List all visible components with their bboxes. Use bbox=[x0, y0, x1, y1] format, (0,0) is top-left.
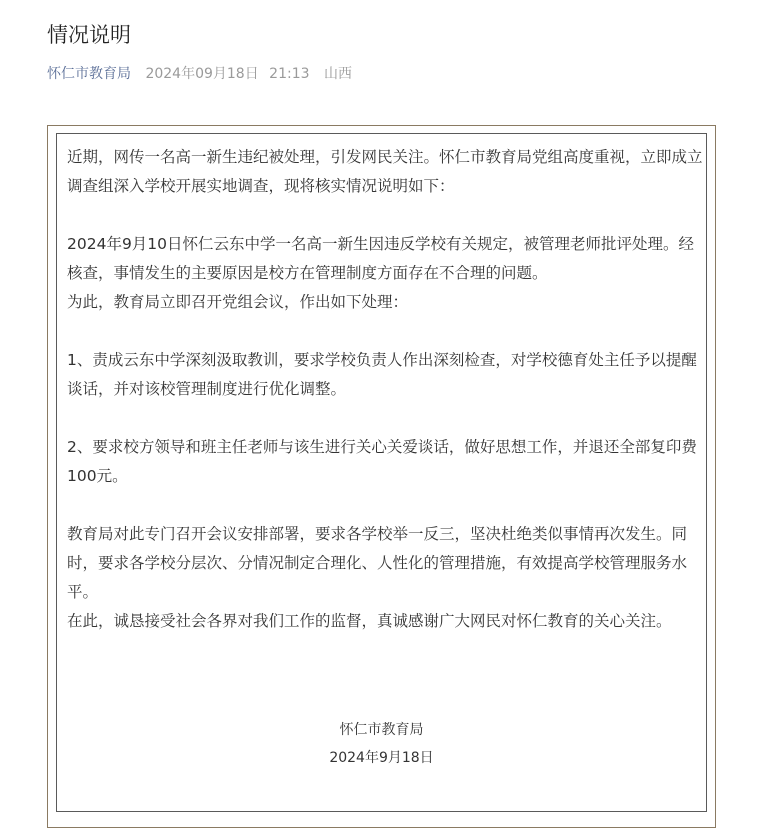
article-meta bbox=[47, 64, 352, 84]
paragraph-intro: 近期，网传一名高一新生违纪被处理，引发网民关注。怀仁市教育局党组高度重视，立即成立调查组深入学校开展实地调查，现将核实情况说明如下： bbox=[67, 148, 703, 195]
paragraph-spacer bbox=[67, 404, 707, 433]
publish-date: 2024年09月18日 bbox=[145, 66, 259, 82]
account-name-link[interactable]: 怀仁市教育局 bbox=[47, 66, 131, 82]
notice-body bbox=[67, 143, 707, 636]
signature-date: 2024年9月18日 bbox=[329, 750, 434, 766]
paragraph-finding-1: 2024年9月10日怀仁云东中学一名高一新生因违反学校有关规定，被管理老师批评处理。经核查，事情发生的主要原因是校方在管理制度方面存在不合理的问题。 bbox=[67, 235, 695, 282]
signature-organization: 怀仁市教育局 bbox=[339, 722, 424, 738]
article-title: 情况说明 bbox=[47, 23, 131, 47]
paragraph-spacer bbox=[67, 317, 707, 346]
publish-location: 山西 bbox=[323, 66, 352, 82]
paragraph-spacer bbox=[67, 491, 707, 520]
publish-time: 21:13 bbox=[269, 66, 310, 82]
paragraph-measure-2: 2、要求校方领导和班主任老师与该生进行关心关爱谈话，做好思想工作，并退还全部复印费100元。 bbox=[67, 438, 697, 485]
paragraph-finding-2: 为此，教育局立即召开党组会议，作出如下处理： bbox=[67, 293, 409, 311]
paragraph-closing-2: 在此，诚恳接受社会各界对我们工作的监督，真诚感谢广大网民对怀仁教育的关心关注。 bbox=[67, 612, 672, 630]
paragraph-spacer bbox=[67, 201, 707, 230]
paragraph-closing-1: 教育局对此专门召开会议安排部署，要求各学校举一反三，坚决杜绝类似事情再次发生。同时，要求各学校分层次、分情况制定合理化、人性化的管理措施，有效提高学校管理服务水平。 bbox=[67, 525, 688, 601]
paragraph-measure-1: 1、责成云东中学深刻汲取教训，要求学校负责人作出深刻检查，对学校德育处主任予以提醒谈话，并对该校管理制度进行优化调整。 bbox=[67, 351, 697, 398]
